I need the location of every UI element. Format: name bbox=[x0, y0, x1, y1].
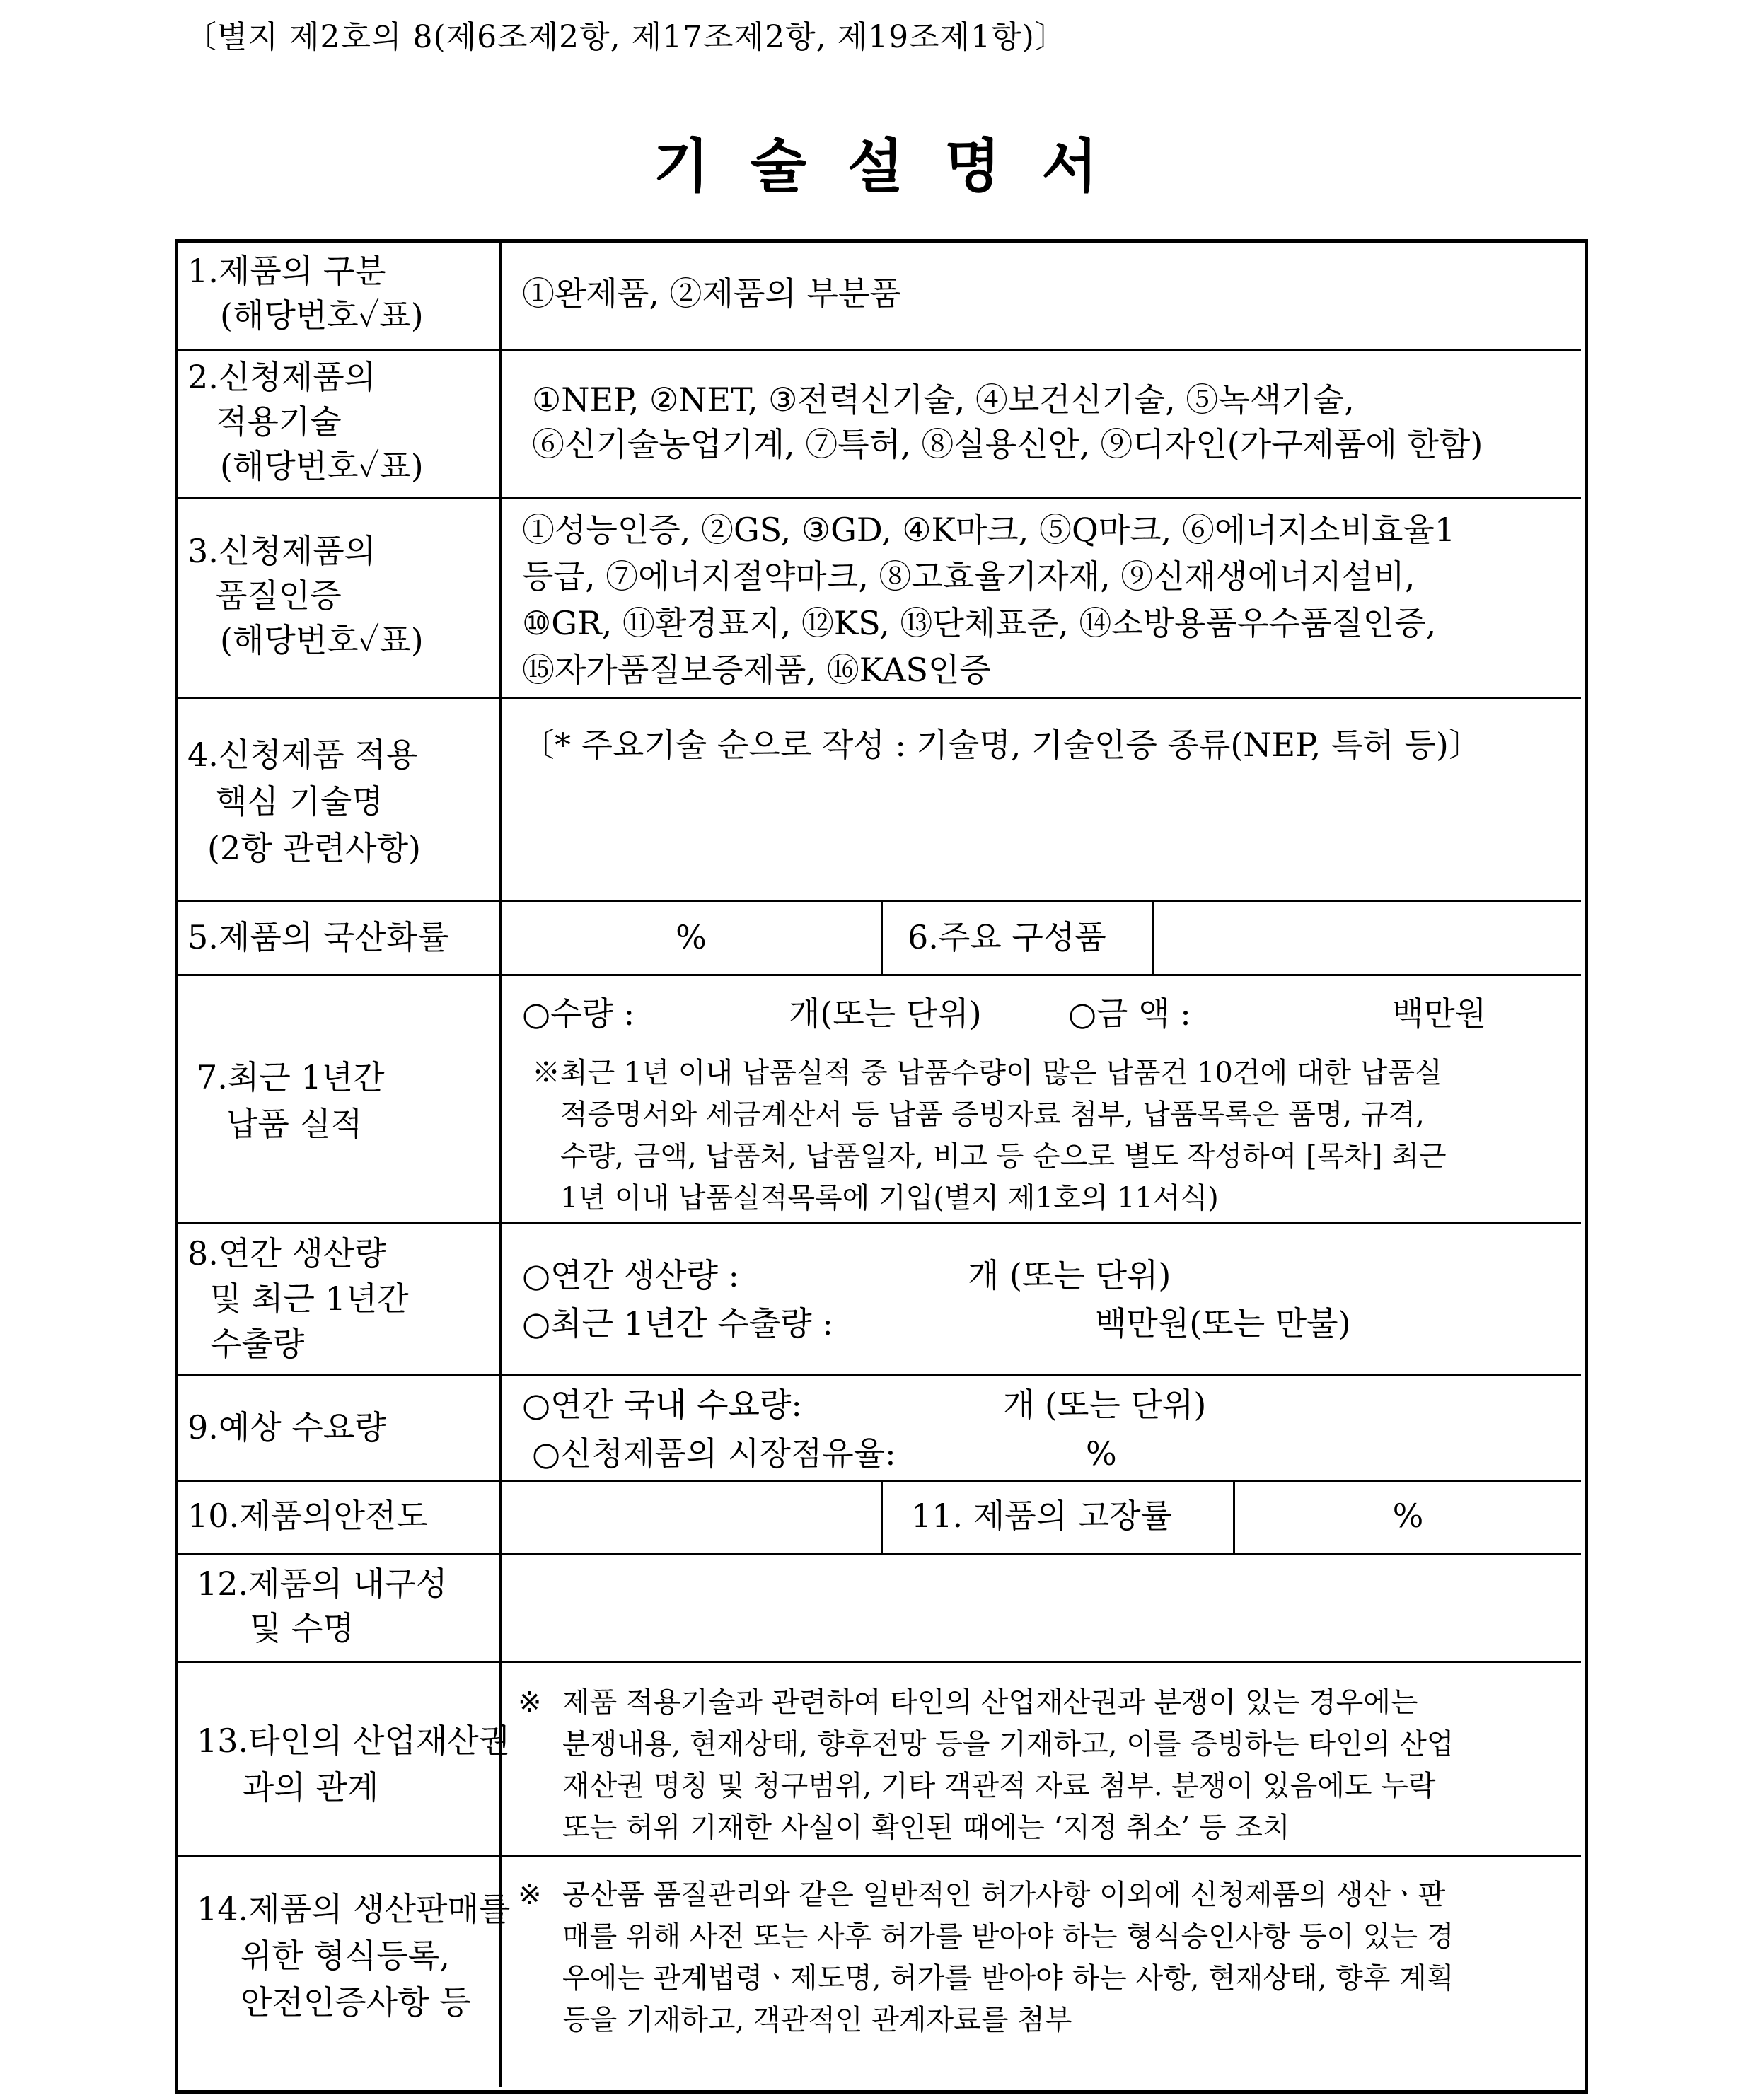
row-divider bbox=[177, 1374, 1581, 1376]
export-volume-label: ○최근 1년간 수출량 : bbox=[522, 1304, 833, 1342]
note-line: 등을 기재하고, 객관적인 관계자료를 첨부 bbox=[562, 2004, 1072, 2036]
label-line: 3.신청제품의 bbox=[187, 532, 376, 570]
label-line: 품질인증 bbox=[216, 576, 342, 615]
row9-label: 9.예상 수요량 bbox=[187, 1408, 386, 1446]
note-line: 또는 허위 기재한 사실이 확인된 때에는 ‘지정 취소’ 등 조치 bbox=[562, 1811, 1290, 1844]
row-divider bbox=[177, 974, 1581, 976]
row-divider bbox=[177, 1661, 1581, 1663]
title-char: 설 bbox=[847, 132, 908, 200]
label-line: (해당번호✓표) bbox=[220, 447, 424, 485]
row11-label: 11. 제품의 고장률 bbox=[911, 1497, 1173, 1535]
label-line: 과의 관계 bbox=[243, 1768, 379, 1806]
label-line: 12.제품의 내구성 bbox=[197, 1565, 448, 1603]
export-volume-unit: 백만원(또는 만불) bbox=[1095, 1304, 1351, 1342]
failure-rate-unit: % bbox=[1392, 1497, 1424, 1535]
delivery-note bbox=[532, 1052, 1447, 1219]
label-line: 핵심 기술명 bbox=[216, 782, 383, 820]
quantity-unit: 개(또는 단위) bbox=[789, 994, 982, 1033]
domestic-demand-unit: 개 (또는 단위) bbox=[1003, 1386, 1207, 1424]
note-line: 제품 적용기술과 관련하여 타인의 산업재산권과 분쟁이 있는 경우에는 bbox=[562, 1686, 1418, 1719]
row1-options: ①완제품, ②제품의 부분품 bbox=[522, 274, 901, 313]
row1-label bbox=[187, 249, 424, 338]
label-line: 및 최근 1년간 bbox=[210, 1280, 409, 1318]
annual-production-label: ○연간 생산량 : bbox=[522, 1256, 740, 1294]
row8-label bbox=[187, 1231, 409, 1367]
label-line: (해당번호✓표) bbox=[220, 621, 424, 659]
document-title bbox=[0, 120, 1755, 203]
label-line: 2.신청제품의 bbox=[187, 358, 376, 396]
option-line: ①NEP, ②NET, ③전력신기술, ④보건신기술, ⑤녹색기술, bbox=[532, 381, 1355, 419]
row-divider bbox=[177, 900, 1581, 902]
title-char: 술 bbox=[750, 132, 811, 200]
label-line: 안전인증사항 등 bbox=[241, 1983, 471, 2021]
row14-label bbox=[197, 1886, 510, 2026]
label-line: 8.연간 생산량 bbox=[187, 1234, 386, 1272]
note-line: 재산권 명칭 및 청구범위, 기타 객관적 자료 첨부. 분쟁이 있음에도 누락 bbox=[562, 1770, 1436, 1802]
row-divider bbox=[177, 697, 1581, 699]
row-divider bbox=[177, 349, 1581, 351]
quantity-label: ○수량 : bbox=[522, 994, 635, 1033]
label-line: 적용기술 bbox=[216, 402, 342, 441]
row10-label: 10.제품의안전도 bbox=[187, 1497, 428, 1535]
label-line: 13.타인의 산업재산권 bbox=[197, 1722, 511, 1760]
note-line: 적증명서와 세금계산서 등 납품 증빙자료 첨부, 납품목록은 품명, 규격, bbox=[560, 1098, 1425, 1131]
label-line: 및 수명 bbox=[250, 1609, 354, 1647]
row3-label bbox=[187, 529, 424, 663]
option-line: ⑩GR, ⑪환경표지, ⑫KS, ⑬단체표준, ⑭소방용품우수품질인증, bbox=[522, 604, 1437, 642]
option-line: ①성능인증, ②GS, ③GD, ④K마크, ⑤Q마크, ⑥에너지소비효율1 bbox=[522, 511, 1456, 549]
localization-rate-unit: % bbox=[676, 918, 707, 956]
label-line: 수출량 bbox=[210, 1325, 305, 1363]
row4-label bbox=[187, 731, 421, 871]
note-line: 매를 위해 사전 또는 사후 허가를 받아야 하는 형식승인사항 등이 있는 경 bbox=[562, 1920, 1454, 1953]
note-line: 수량, 금액, 납품처, 납품일자, 비고 등 순으로 별도 작성하여 [목차] 최근 bbox=[560, 1140, 1447, 1173]
option-line: ⑮자가품질보증제품, ⑯KAS인증 bbox=[522, 651, 991, 689]
row3-options bbox=[522, 506, 1455, 693]
annual-production-unit: 개 (또는 단위) bbox=[968, 1256, 1171, 1294]
note-line: 우에는 관계법령ㆍ제도명, 허가를 받아야 하는 사항, 현재상태, 향후 계획 bbox=[562, 1962, 1454, 1995]
label-line: (해당번호✓표) bbox=[220, 296, 424, 335]
cell-divider bbox=[881, 1480, 883, 1553]
ip-relation-note-mark: ※ bbox=[518, 1686, 542, 1719]
certification-note bbox=[562, 1874, 1454, 2041]
ip-relation-note bbox=[562, 1682, 1454, 1849]
label-line: 4.신청제품 적용 bbox=[187, 736, 418, 774]
title-char: 명 bbox=[944, 132, 1005, 200]
note-line: 1년 이내 납품실적목록에 기입(별지 제1호의 11서식) bbox=[560, 1182, 1219, 1214]
title-char: 서 bbox=[1041, 132, 1102, 200]
row-divider bbox=[177, 497, 1581, 499]
market-share-label: ○신청제품의 시장점유율: bbox=[532, 1434, 896, 1473]
row4-instruction: 〔* 주요기술 순으로 작성 : 기술명, 기술인증 종류(NEP, 특허 등)〕 bbox=[522, 726, 1481, 764]
row-divider bbox=[177, 1855, 1581, 1857]
label-line: 1.제품의 구분 bbox=[187, 252, 386, 290]
row-divider bbox=[177, 1480, 1581, 1482]
certification-note-mark: ※ bbox=[518, 1879, 542, 1911]
note-line: ※최근 1년 이내 납품실적 중 납품수량이 많은 납품건 10건에 대한 납품실 bbox=[532, 1057, 1442, 1089]
row5-label: 5.제품의 국산화률 bbox=[187, 918, 449, 956]
cell-divider bbox=[1152, 900, 1154, 974]
label-line: 위한 형식등록, bbox=[241, 1937, 450, 1975]
row6-label: 6.주요 구성품 bbox=[908, 918, 1106, 956]
form-reference-header: 〔별지 제2호의 8(제6조제2항, 제17조제2항, 제19조제1항)〕 bbox=[185, 19, 1067, 55]
market-share-unit: % bbox=[1086, 1434, 1117, 1473]
row13-label bbox=[197, 1717, 510, 1811]
row-divider bbox=[177, 1553, 1581, 1555]
note-line: 분쟁내용, 현재상태, 향후전망 등을 기재하고, 이를 증빙하는 타인의 산업 bbox=[562, 1728, 1454, 1760]
label-line: 14.제품의 생산판매를 bbox=[197, 1890, 511, 1928]
cell-divider bbox=[881, 900, 883, 974]
option-line: 등급, ⑦에너지절약마크, ⑧고효율기자재, ⑨신재생에너지설비, bbox=[522, 557, 1415, 596]
row2-options bbox=[532, 378, 1483, 467]
label-line: (2항 관련사항) bbox=[207, 829, 421, 867]
row-divider bbox=[177, 1222, 1581, 1224]
row7-label bbox=[197, 1054, 385, 1147]
amount-label: ○금 액 : bbox=[1068, 994, 1191, 1033]
row2-label bbox=[187, 355, 424, 489]
row12-label bbox=[197, 1562, 447, 1651]
label-line: 7.최근 1년간 bbox=[197, 1058, 385, 1096]
option-line: ⑥신기술농업기계, ⑦특허, ⑧실용신안, ⑨디자인(가구제품에 한함) bbox=[532, 425, 1483, 463]
label-line: 납품 실적 bbox=[226, 1105, 363, 1143]
domestic-demand-label: ○연간 국내 수요량: bbox=[522, 1386, 802, 1424]
title-char: 기 bbox=[653, 132, 714, 200]
note-line: 공산품 품질관리와 같은 일반적인 허가사항 이외에 신청제품의 생산ㆍ판 bbox=[562, 1879, 1446, 1911]
amount-unit: 백만원 bbox=[1392, 994, 1487, 1033]
